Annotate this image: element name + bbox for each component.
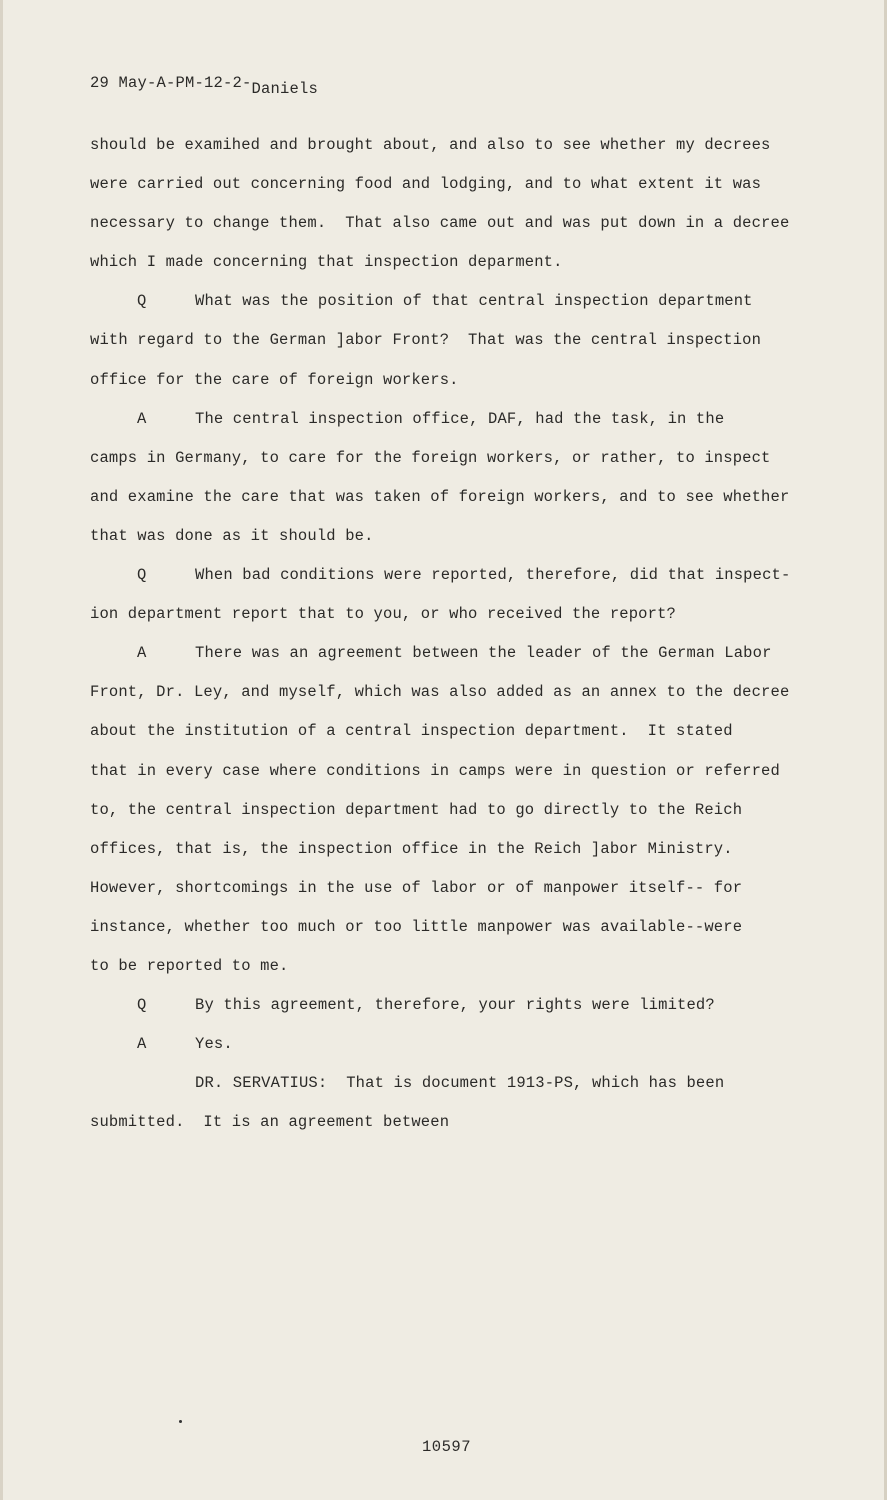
text-line: that in every case where conditions in camps were in question or referred <box>90 761 780 780</box>
answer-text: The central inspection office, DAF, had the task, in the <box>195 409 725 428</box>
speaker-line: DR. SERVATIUS: That is document 1913-PS, which has been <box>195 1074 725 1093</box>
text-line: to be reported to me. <box>90 956 289 975</box>
text-line: should be examihed and brought about, and also to see whether my decrees <box>90 136 771 154</box>
answer-line <box>90 634 830 673</box>
text-line: to, the central inspection department had to go directly to the Reich <box>90 800 743 819</box>
question-line <box>90 282 830 321</box>
text-line: offices, that is, the inspection office in the Reich ]abor Ministry. <box>90 839 733 858</box>
question-text: By this agreement, therefore, your rights were limited? <box>195 996 715 1015</box>
page-number: 10597 <box>421 1438 471 1456</box>
question-label: Q <box>137 292 147 311</box>
text-line: about the institution of a central inspection department. It stated <box>90 722 733 741</box>
text-line: However, shortcomings in the use of labor or of manpower itself-- for <box>90 878 743 897</box>
text-line: necessary to change them. That also came out and was put down in a decree <box>90 214 790 233</box>
question-line <box>90 986 830 1025</box>
text-line: which I made concerning that inspection deparment. <box>90 253 563 272</box>
answer-text: Yes. <box>195 1035 233 1054</box>
text-line: submitted. It is an agreement between <box>90 1113 450 1132</box>
text-line: that was done as it should be. <box>90 526 374 545</box>
answer-line <box>90 1025 830 1064</box>
text-line: Front, Dr. Ley, and myself, which was also added as an annex to the decree <box>90 683 790 702</box>
header-reference: 29 May-A-PM-12-2- <box>90 74 252 92</box>
ink-speck <box>179 1420 182 1423</box>
text-line: and examine the care that was taken of foreign workers, and to see whether <box>90 487 790 506</box>
question-line <box>90 556 830 595</box>
answer-line <box>90 400 830 439</box>
text-line: office for the care of foreign workers. <box>90 370 459 389</box>
transcript-body <box>90 126 830 1142</box>
text-line: were carried out concerning food and lodging, and to what extent it was <box>90 175 762 194</box>
question-label: Q <box>137 566 147 585</box>
question-text: When bad conditions were reported, therefore, did that inspect- <box>195 566 791 585</box>
question-text: What was the position of that central inspection department <box>195 292 753 311</box>
answer-label: A <box>137 644 147 663</box>
header-reporter-name: Daniels <box>251 80 319 98</box>
text-line: camps in Germany, to care for the foreign workers, or rather, to inspect <box>90 448 771 467</box>
text-line: ion department report that to you, or who received the report? <box>90 605 676 624</box>
answer-label: A <box>137 409 147 428</box>
text-line: with regard to the German ]abor Front? That was the central inspection <box>90 331 762 350</box>
answer-label: A <box>137 1035 147 1054</box>
text-line: instance, whether too much or too little manpower was available--were <box>90 917 743 936</box>
answer-text: There was an agreement between the leader of the German Labor <box>195 644 772 663</box>
question-label: Q <box>137 996 147 1015</box>
page-header <box>90 74 319 98</box>
